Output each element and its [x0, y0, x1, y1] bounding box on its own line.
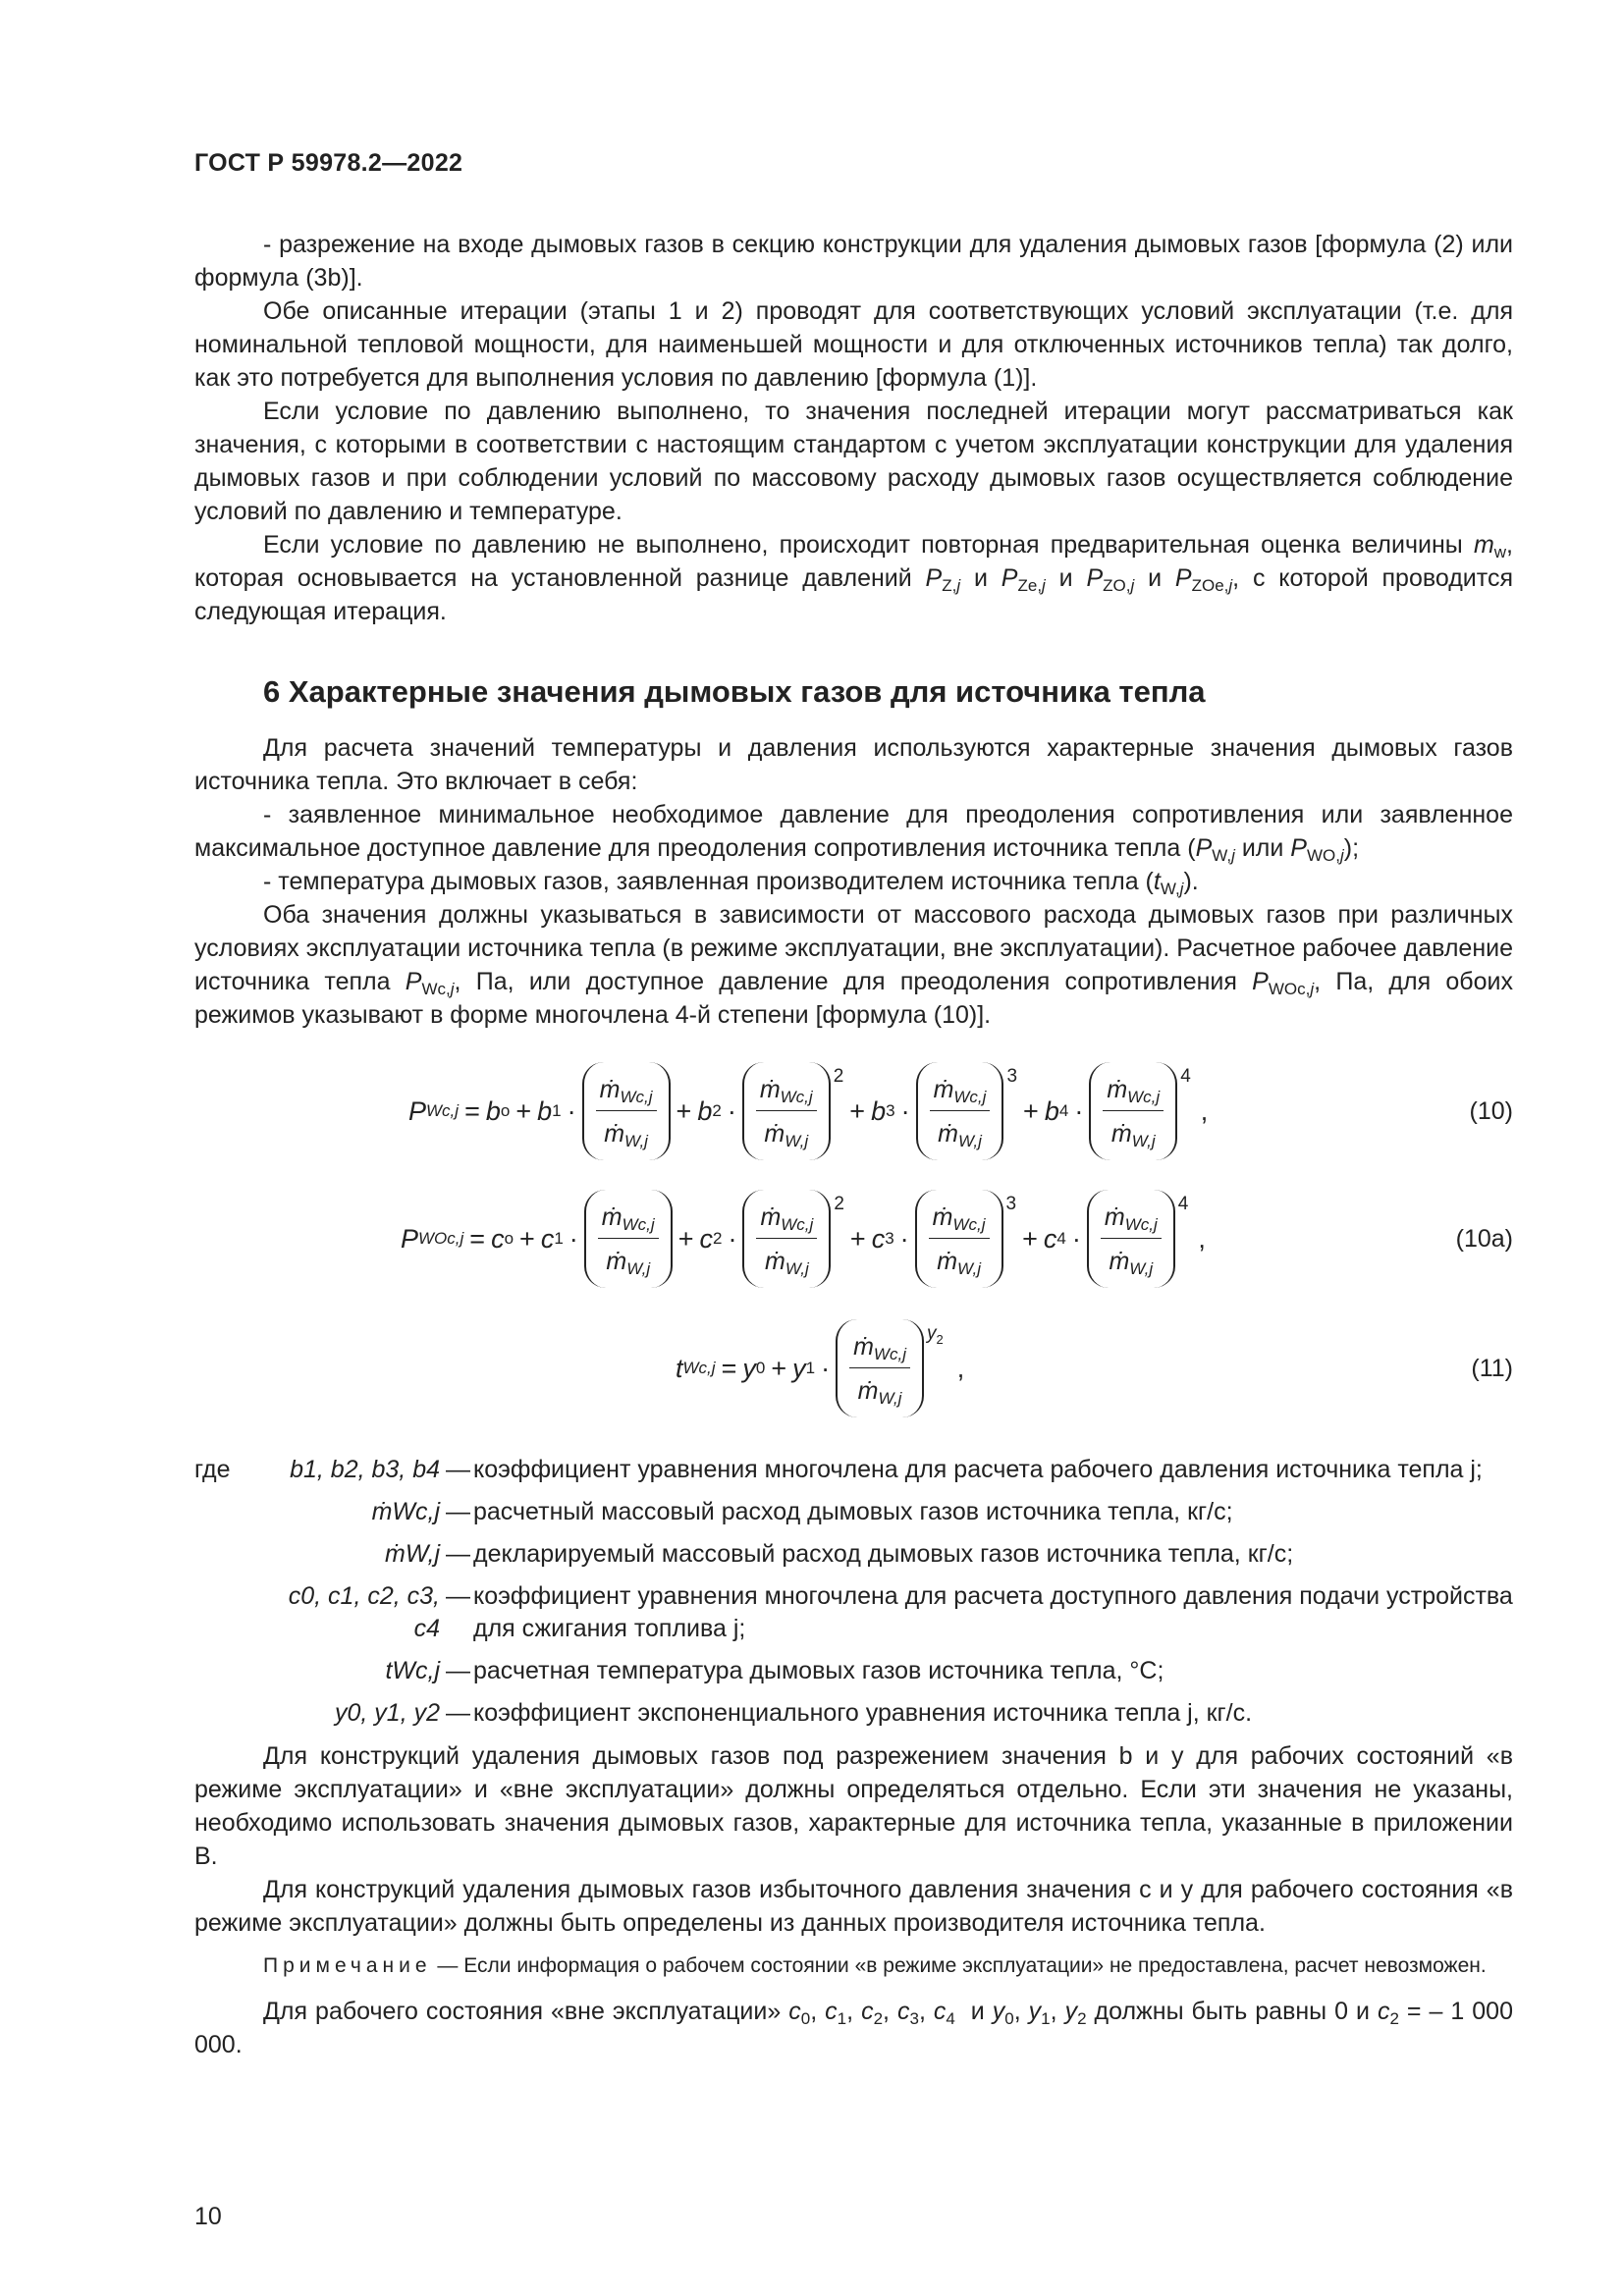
paragraph-6: - заявленное минимальное необходимое давление для преодоления сопротивления или заявленное максимальное доступное давление для преодоления сопротивления источника тепла ($P_{W,j}$ или $P_{WO,j}$);: [194, 801, 1513, 865]
document-code: ГОСТ Р 59978.2—2022: [194, 149, 463, 177]
definition-text: расчетный массовый расход дымовых газов источника тепла, кг/с;: [473, 1498, 1233, 1525]
note-title: Примечание: [263, 1954, 432, 1977]
paragraph-4: Если условие по давлению не выполнено, происходит повторная предварительная оценка величины $m_w$, которая основывается на установленной разнице давлений $P_{Z,j}$ и $P_{Ze,j}$ и $P_{ZO,j}$ и $P_{ZOe,j}$, с которой проводится следующая итерация.: [194, 531, 1513, 625]
definition-symbol: tWc,j: [385, 1657, 440, 1684]
paragraph-1: - разрежение на входе дымовых газов в секцию конструкции для удаления дымовых газов [формула (2) или формула (3b)].: [194, 231, 1513, 292]
paragraph-8: Оба значения должны указываться в зависимости от массового расхода дымовых газов при различных условиях эксплуатации источника тепла (в режиме эксплуатации, вне эксплуатации). Расчетное рабочее давление источника тепла $P_{Wc,j}$, Па, или доступное давление для преодоления сопротивления $P_{WOc,j}$, Па, для обоих режимов указывают в форме многочлена 4-й степени [формула (10)].: [194, 901, 1513, 1029]
paragraph-5: Для расчета значений температуры и давления используются характерные значения дымовых газов источника тепла. Это включает в себя:: [194, 734, 1513, 795]
formula-10: [194, 1053, 1513, 1169]
formula-10a-expression: P WOc,j = c o + c 1 · $\frac{ṁ_{Wc,j}}{ṁ_{W,j}}$ + c 2 · $\frac{ṁ_{Wc,j}}{ṁ_{W,j}}$ 2 + c 3 · $\frac{ṁ_{Wc,j}}{ṁ_{W,j}}$ 3 + c 4 · $\frac{ṁ_{Wc,j}}{ṁ_{W,j}}$ 4 ,: [401, 1181, 1212, 1297]
formula-10a-number: (10a): [1455, 1225, 1513, 1253]
section-heading: 6 Характерные значения дымовых газов для источника тепла: [263, 674, 1206, 709]
page-content: [194, 228, 1513, 2061]
definition-symbol: b1, b2, b3, b4: [290, 1456, 440, 1483]
formula-10a: [194, 1181, 1513, 1297]
definition-text: декларируемый массовый расход дымовых газов источника тепла, кг/с;: [473, 1540, 1294, 1568]
formula-11: [194, 1310, 1513, 1426]
definition-symbol: ṁW,j: [385, 1540, 440, 1568]
definition-text: коэффициент уравнения многочлена для расчета рабочего давления источника тепла j;: [473, 1456, 1483, 1483]
page-number: 10: [194, 2203, 222, 2230]
definition-item: c0, c1, c2, c3, c4 — коэффициент уравнения многочлена для расчета доступного давления подачи устройства для сжигания топлива j;: [194, 1580, 1513, 1645]
paragraph-2: Обе описанные итерации (этапы 1 и 2) проводят для соответствующих условий эксплуатации (т.е. для номинальной тепловой мощности, для наименьшей мощности и для отключенных источников тепла) так долго, как это потребуется для выполнения условия по давлению [формула (1)].: [194, 297, 1513, 392]
note-text: — Если информация о рабочем состоянии «в режиме эксплуатации» не предоставлена, расчет невозможен.: [431, 1954, 1487, 1977]
paragraph-7: - температура дымовых газов, заявленная производителем источника тепла $(t_{W,j})$.: [263, 868, 1199, 898]
definition-symbol: ṁWc,j: [371, 1498, 440, 1525]
paragraph-3: Если условие по давлению выполнено, то значения последней итерации могут рассматриваться как значения, с которыми в соответствии с настоящим стандартом с учетом эксплуатации конструкции для удаления дымовых газов и при соблюдении условий по массовому расходу дымовых газов осуществляется соблюдение условий по давлению и температуре.: [194, 398, 1513, 525]
formula-10-expression: P Wc,j = b o + b 1 · $\frac{ṁ_{Wc,j}}{ṁ_{W,j}}$ + b 2 · $\frac{ṁ_{Wc,j}}{ṁ_{W,j}}$ 2 + b 3 · $\frac{ṁ_{Wc,j}}{ṁ_{W,j}}$ 3 + b 4 · $\frac{ṁ_{Wc,j}}{ṁ_{W,j}}$ 4 ,: [408, 1053, 1214, 1169]
definition-symbol: y0, y1, y2: [335, 1699, 440, 1727]
definitions-lead: где: [194, 1456, 231, 1483]
paragraph-10: Для конструкций удаления дымовых газов избыточного давления значения c и y для рабочего состояния «в режиме эксплуатации» должны быть определены из данных производителя источника тепла.: [194, 1876, 1513, 1937]
paragraph-11: Для рабочего состояния «вне эксплуатации» $c_0$, $c_1$, $c_2$, $c_3$, $c_4$ и $y_0$, $y_1$, $y_2$ должны быть равны 0 и $c_2$ = – 1 000 000.: [194, 1998, 1513, 2058]
definitions-list: [194, 1454, 1513, 1730]
paragraph-9: Для конструкций удаления дымовых газов под разрежением значения b и y для рабочих состояний «в режиме эксплуатации» и «вне эксплуатации» должны определяться отдельно. Если эти значения не указаны, необходимо использовать значения дымовых газов, характерные для источника тепла, указанные в приложении В.: [194, 1742, 1513, 1870]
note: [194, 1951, 1513, 1981]
definition-item: ṁWc,j — расчетный массовый расход дымовых газов источника тепла, кг/с;: [194, 1496, 1513, 1528]
definition-text: расчетная температура дымовых газов источника тепла, °С;: [473, 1657, 1164, 1684]
definition-text: коэффициент уравнения многочлена для расчета доступного давления подачи устройства для сжигания топлива j;: [473, 1582, 1513, 1642]
definition-item: y0, y1, y2 — коэффициент экспоненциального уравнения источника тепла j, кг/с.: [194, 1697, 1513, 1730]
definition-item: ṁW,j — декларируемый массовый расход дымовых газов источника тепла, кг/с;: [194, 1538, 1513, 1571]
formula-11-expression: t Wc,j = y 0 + y 1 · $\frac{ṁ_{Wc,j}}{ṁ_{W,j}}$ $y_2$ ,: [676, 1310, 970, 1426]
definition-item: где b1, b2, b3, b4 — коэффициент уравнения многочлена для расчета рабочего давления источника тепла j;: [194, 1454, 1513, 1486]
formula-10-number: (10): [1469, 1097, 1513, 1125]
definition-item: tWc,j — расчетная температура дымовых газов источника тепла, °С;: [194, 1655, 1513, 1687]
formula-11-number: (11): [1471, 1355, 1513, 1382]
definition-symbol: c0, c1, c2, c3, c4: [288, 1582, 440, 1642]
definition-text: коэффициент экспоненциального уравнения источника тепла j, кг/с.: [473, 1699, 1253, 1727]
